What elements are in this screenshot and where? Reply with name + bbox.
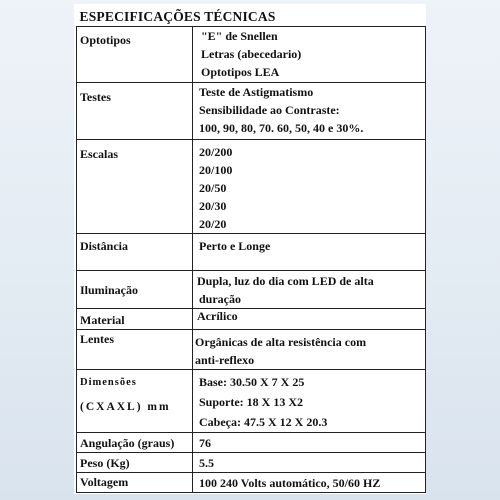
value-line: 20/100 bbox=[199, 163, 233, 177]
dimensions-label: Dimensões bbox=[80, 377, 137, 388]
row-values-lentes bbox=[193, 330, 426, 370]
row-values-escalas bbox=[193, 140, 426, 234]
value-line: Sensibilidade ao Contraste: bbox=[199, 103, 340, 117]
value-line: Suporte: 18 X 13 X2 bbox=[199, 395, 303, 409]
value-line: 20/50 bbox=[199, 181, 227, 195]
value-line: 100 240 Volts automático, 50/60 HZ bbox=[199, 476, 381, 490]
value-line: Base: 30.50 X 7 X 25 bbox=[199, 375, 305, 389]
row-values-optotipos bbox=[193, 27, 426, 83]
row-label-distancia: Distância bbox=[77, 234, 193, 271]
value-line: Orgânicas de alta resistência com bbox=[195, 335, 367, 349]
value-line: anti-reflexo bbox=[195, 353, 255, 367]
value-line: Cabeça: 47.5 X 12 X 20.3 bbox=[199, 415, 328, 429]
table-row bbox=[77, 330, 426, 370]
table-row bbox=[77, 433, 426, 453]
value-line: Letras (abecedario) bbox=[201, 47, 302, 61]
value-line: "E" de Snellen bbox=[201, 29, 278, 43]
value-line: 20/20 bbox=[199, 217, 227, 231]
value-line: 76 bbox=[199, 436, 211, 450]
value-line: 20/200 bbox=[199, 145, 233, 159]
row-label-peso: Peso (Kg) bbox=[77, 453, 193, 473]
row-values-peso bbox=[193, 453, 426, 473]
value-line: 100, 90, 80, 70. 60, 50, 40 e 30%. bbox=[199, 121, 364, 135]
value-line: Acrílico bbox=[197, 309, 238, 323]
row-label-testes: Testes bbox=[77, 83, 193, 140]
row-label-optotipos: Optotipos bbox=[77, 27, 193, 83]
row-label-angulacao: Angulação (graus) bbox=[77, 433, 193, 453]
value-line: duração bbox=[199, 292, 241, 306]
table-header-row bbox=[77, 8, 426, 27]
row-label-material: Material bbox=[77, 309, 193, 330]
value-line: Dupla, luz do dia com LED de alta bbox=[197, 274, 374, 288]
row-values-dimensoes bbox=[193, 370, 426, 433]
table-row bbox=[77, 83, 426, 140]
row-values-distancia bbox=[193, 234, 426, 271]
value-line: Perto e Longe bbox=[199, 239, 271, 253]
row-values-testes bbox=[193, 83, 426, 140]
row-label-lentes: Lentes bbox=[77, 330, 193, 370]
table-row bbox=[77, 453, 426, 473]
table-row bbox=[77, 27, 426, 83]
row-label-iluminacao: Iluminação bbox=[77, 271, 193, 309]
specs-table bbox=[76, 8, 426, 493]
dimensions-sublabel: (CXAXL) mm bbox=[80, 401, 171, 413]
table-title: ESPECIFICAÇÕES TÉCNICAS bbox=[77, 8, 426, 27]
row-values-material bbox=[193, 309, 426, 330]
row-values-iluminacao bbox=[193, 271, 426, 309]
value-line: Teste de Astigmatismo bbox=[199, 85, 314, 99]
value-line: 20/30 bbox=[199, 199, 227, 213]
row-label-voltagem: Voltagem bbox=[77, 473, 193, 493]
row-values-voltagem bbox=[193, 473, 426, 493]
table-row bbox=[77, 234, 426, 271]
row-label-dimensoes bbox=[77, 370, 193, 433]
value-line: Optotipos LEA bbox=[201, 65, 280, 79]
table-row bbox=[77, 140, 426, 234]
table-row bbox=[77, 309, 426, 330]
table-row bbox=[77, 271, 426, 309]
row-label-escalas: Escalas bbox=[77, 140, 193, 234]
row-values-angulacao bbox=[193, 433, 426, 453]
table-row bbox=[77, 473, 426, 493]
table-row bbox=[77, 370, 426, 433]
value-line: 5.5 bbox=[199, 456, 214, 470]
